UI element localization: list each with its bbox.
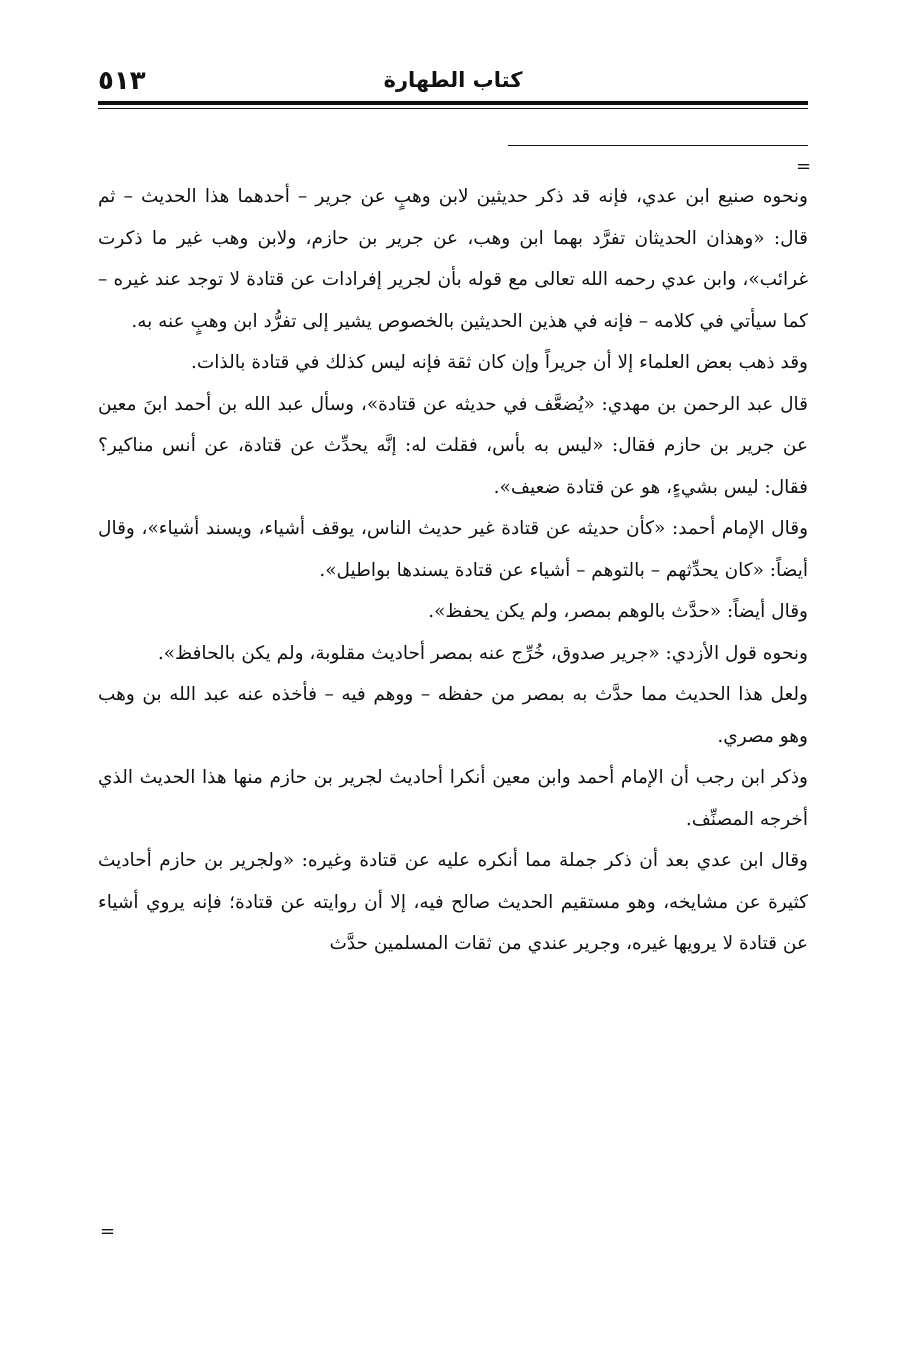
continuation-marker-top: =	[796, 156, 812, 177]
page-header	[98, 62, 808, 102]
header-rule-thin	[98, 108, 808, 109]
paragraph: وقال الإمام أحمد: «كأن حديثه عن قتادة غير حديث الناس، يوقف أشياء، ويسند أشياء»، وقال أيضاً: «كان يحدِّثهم – بالتوهم – أشياء عن قتادة يسندها بواطيل».	[98, 518, 808, 581]
paragraph: ولعل هذا الحديث مما حدَّث به بمصر من حفظه – ووهم فيه – فأخذه عنه عبد الله بن وهب وهو مصري.	[98, 684, 808, 747]
continuation-marker-bottom: =	[100, 1221, 116, 1242]
page-number: ٥١٣	[98, 66, 146, 96]
paragraph: ونحوه قول الأزدي: «جرير صدوق، خُرِّج عنه بمصر أحاديث مقلوبة، ولم يكن بالحافظ».	[157, 642, 808, 664]
running-title: كتاب الطهارة	[383, 68, 523, 92]
paragraph: وذكر ابن رجب أن الإمام أحمد وابن معين أنكرا أحاديث لجرير بن حازم منها هذا الحديث الذي أخرجه المصنِّف.	[98, 767, 808, 830]
paragraph: وقد ذهب بعض العلماء إلا أن جريراً وإن كان ثقة فإنه ليس كذلك في قتادة بالذات.	[190, 352, 808, 373]
footnote-separator	[508, 145, 808, 146]
paragraph: ونحوه صنيع ابن عدي، فإنه قد ذكر حديثين لابن وهبٍ عن جرير – أحدهما هذا الحديث – ثم قال: «وهذان الحديثان تفرَّد بهما ابن وهب، عن جرير بن حازم، ولابن وهب غير ما ذكرت غرائب»، وابن عدي رحمه الله تعالى مع قوله بأن لجرير إفرادات عن قتادة لا توجد عند غيره – كما سيأتي في كلامه – فإنه في هذين الحديثين بالخصوص يشير إلى تفرُّد ابن وهبٍ عنه به.	[98, 186, 808, 332]
header-rule-thick	[98, 101, 808, 105]
paragraph: قال عبد الرحمن بن مهدي: «يُضعَّف في حديثه عن قتادة»، وسأل عبد الله بن أحمد ابنَ معين عن جرير بن حازم فقال: «ليس به بأس، فقلت له: إنَّه يحدِّث عن قتادة، عن أنس مناكير؟ فقال: ليس بشيءٍ، هو عن قتادة ضعيف».	[98, 393, 808, 498]
footnote-body	[98, 176, 808, 965]
paragraph: وقال ابن عدي بعد أن ذكر جملة مما أنكره عليه عن قتادة وغيره: «ولجرير بن حازم أحاديث كثيرة عن مشايخه، وهو مستقيم الحديث صالح فيه، إلا أن روايته عن قتادة؛ فإنه يروي أشياء عن قتادة لا يرويها غيره، وجرير عندي من ثقات المسلمين حدَّث	[98, 850, 808, 954]
paragraph: وقال أيضاً: «حدَّث بالوهم بمصر، ولم يكن يحفظ».	[428, 601, 808, 622]
